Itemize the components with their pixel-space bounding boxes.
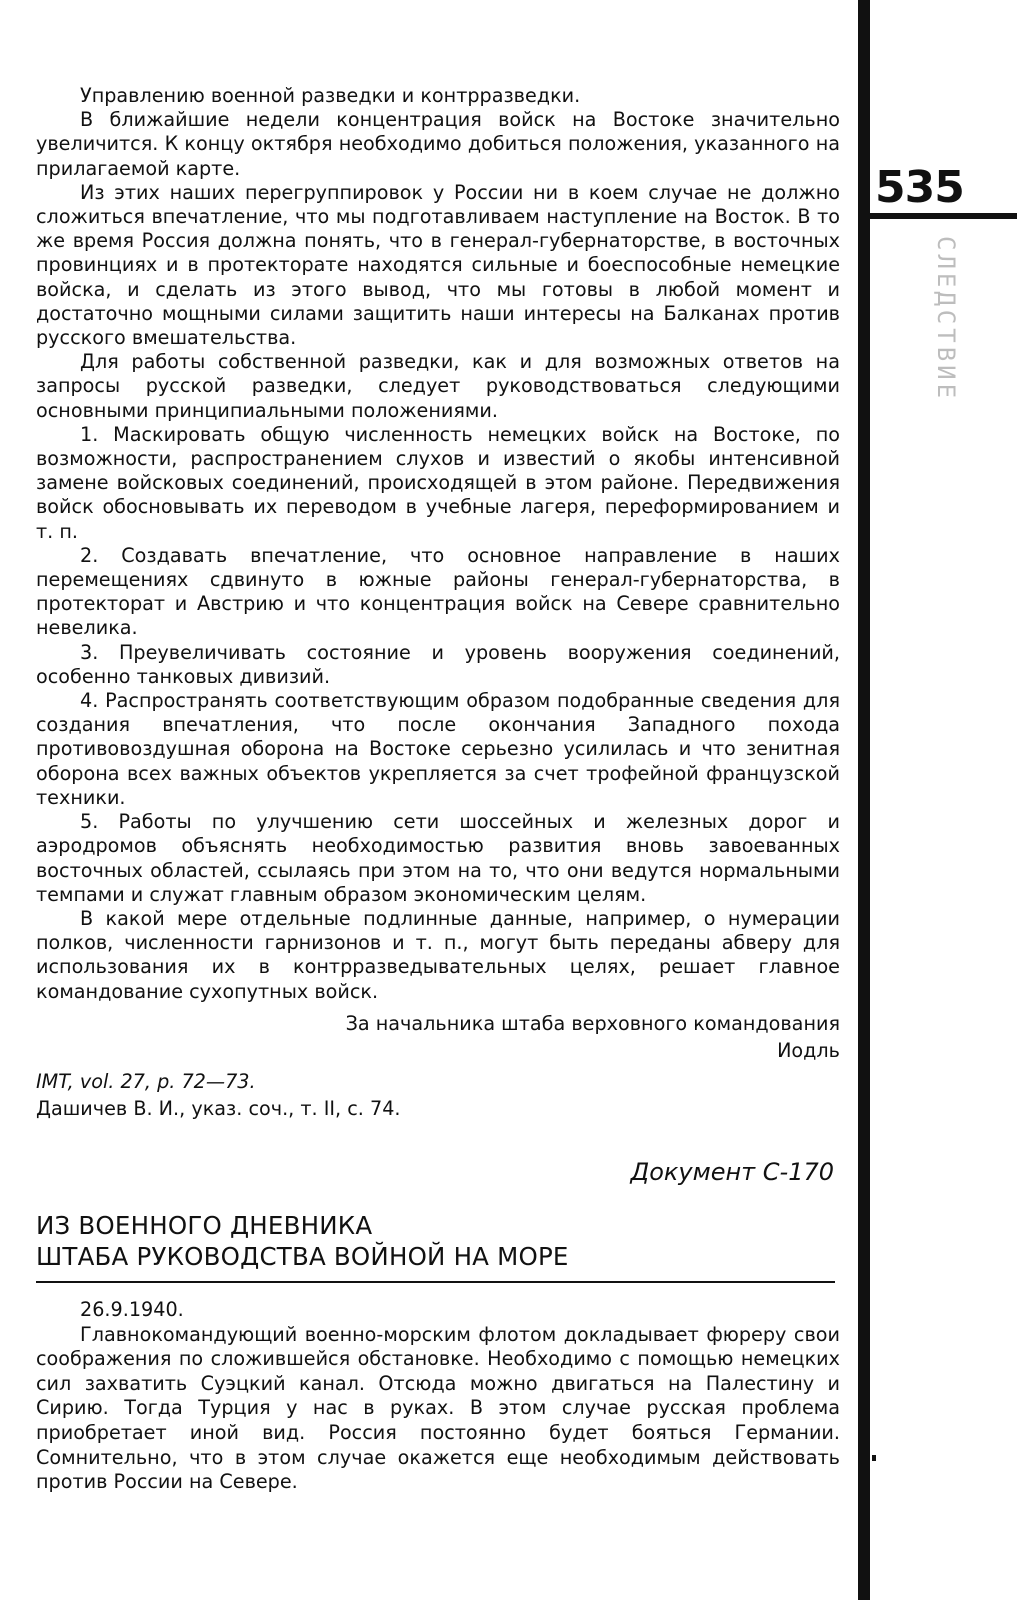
section-heading [36, 1210, 569, 1272]
list-item: 1. Маскировать общую численность немецких войск на Востоке, по возможности, распространением слухов и известий о якобы интенсивной замене войсковых соединений, происходящей в этом районе. Передвижения войск обосновывать их переводом в учебные лагеря, переформированием и т. п. [36, 422, 840, 543]
list-item: 3. Преувеличивать состояние и уровень вооружения соединений, особенно танковых дивизий. [36, 640, 840, 688]
paragraph: Из этих наших перегруппировок у России ни в коем случае не должно сложиться впечатление, что мы подготавливаем наступление на Восток. В то же время Россия должна понять, что в генерал-губернаторстве, в восточных провинциях и в протекторате находятся сильные и боеспособные немецкие войска, и сделать из этого вывод, что мы готовы в любой момент и достаточно мощными силами защитить наши интересы на Балканах против русского вмешательства. [36, 180, 840, 350]
list-item: 5. Работы по улучшению сети шоссейных и железных дорог и аэродромов объяснять необходимостью развития вновь завоеванных восточных областей, ссылаясь при этом на то, что они ведутся нормальными темпами и служат главным образом экономическим целям. [36, 810, 840, 906]
heading-line: ШТАБА РУКОВОДСТВА ВОЙНОЙ НА МОРЕ [36, 1242, 569, 1271]
paragraph: Управлению военной разведки и контрразведки. [80, 84, 581, 107]
references [36, 1068, 840, 1122]
reference: Дашичев В. И., указ. соч., т. II, с. 74. [36, 1096, 401, 1120]
signature-block [36, 1010, 840, 1064]
page-number: 535 [875, 162, 964, 213]
signature-name: Иодль [777, 1038, 840, 1062]
list-item: 2. Создавать впечатление, что основное направление в наших перемещениях сдвинуто в южные районы генерал-губернаторства, в протекторат и Австрию и что концентрация войск на Севере сравнительно невелика. [36, 543, 840, 640]
document-number: Документ С-170 [630, 1158, 834, 1186]
heading-divider [36, 1281, 835, 1283]
paragraph: В ближайшие недели концентрация войск на Востоке значительно увеличится. К концу октября необходимо добиться положения, указанного на прилагаемой карте. [36, 108, 840, 180]
list-item: 4. Распространять соответствующим образом подобранные сведения для создания впечатления, что после окончания Западного похода противовоздушная оборона на Востоке серьезно усилилась и что зенитная оборона всех важных объектов укрепляется за счет трофейной французской техники. [36, 689, 840, 809]
page-edge-rule [858, 0, 870, 1600]
paragraph: В какой мере отдельные подлинные данные, например, о нумерации полков, численности гарнизонов и т. п., могут быть переданы абверу для использования их в контрразведывательных целях, решает главное командование сухопутных войск. [36, 906, 840, 1003]
document-body [36, 84, 840, 1122]
signature-title: За начальника штаба верховного командования [345, 1011, 840, 1035]
heading-line: ИЗ ВОЕННОГО ДНЕВНИКА [36, 1211, 373, 1240]
side-stamp: СЛЕДСТВИЕ [932, 236, 960, 403]
reference: IMT, vol. 27, p. 72—73. [36, 1069, 256, 1093]
page-number-rule [870, 213, 1017, 219]
diary-entry [36, 1298, 840, 1495]
entry-date: 26.9.1940. [80, 1298, 184, 1321]
margin-mark [872, 1455, 876, 1461]
paragraph: Главнокомандующий военно-морским флотом докладывает фюреру свои соображения по сложившейся обстановке. Необходимо с помощью немецких сил захватить Суэцкий канал. Отсюда можно двигаться на Палестину и Сирию. Тогда Турция у нас в руках. В этом случае русская проблема приобретает иной вид. Россия постоянно будет бояться Германии. Сомнительно, что в этом случае окажется еще необходимым действовать против России на Севере. [36, 1322, 840, 1494]
paragraph: Для работы собственной разведки, как и для возможных ответов на запросы русской разведки, следует руководствоваться следующими основными принципиальными положениями. [36, 350, 840, 422]
